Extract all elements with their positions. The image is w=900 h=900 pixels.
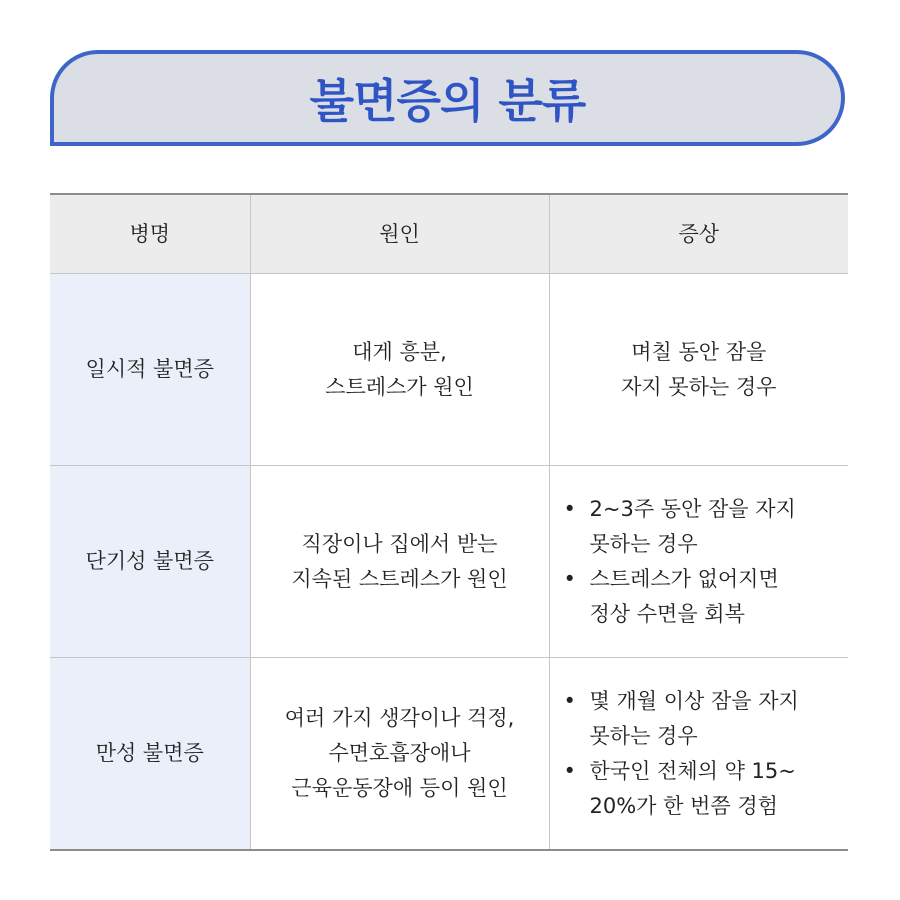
symptom-line: • 스트레스가 없어지면 bbox=[589, 566, 779, 591]
cause-line: 대게 흥분, bbox=[352, 339, 447, 364]
symptom-bullet bbox=[564, 562, 849, 632]
cause-line: 여러 가지 생각이나 걱정, bbox=[284, 706, 515, 730]
symptom-list bbox=[550, 492, 849, 632]
symptom-line: • 몇 개월 이상 잠을 자지 bbox=[589, 688, 799, 713]
disease-name: 만성 불면증 bbox=[95, 741, 204, 765]
symptom-cell bbox=[549, 466, 848, 658]
table-row bbox=[50, 466, 848, 658]
insomnia-classification-table bbox=[50, 193, 848, 851]
disease-name-cell bbox=[50, 466, 250, 658]
header-cause: 원인 bbox=[250, 194, 549, 274]
symptom-list bbox=[550, 684, 849, 824]
cause-line: 수면호흡장애나 bbox=[328, 741, 471, 765]
cause-line: 지속된 스트레스가 원인 bbox=[291, 566, 508, 591]
table-row bbox=[50, 274, 848, 466]
cause-line: 직장이나 집에서 받는 bbox=[301, 531, 498, 556]
cause-cell bbox=[250, 466, 549, 658]
symptom-line: 자지 못하는 경우 bbox=[621, 374, 777, 399]
symptom-cell bbox=[549, 658, 848, 851]
symptom-line: 20%가 한 번쯤 경험 bbox=[589, 793, 778, 818]
symptom-bullet bbox=[564, 492, 849, 562]
symptom-line: 며칠 동안 잠을 bbox=[631, 339, 767, 364]
symptom-bullet bbox=[564, 684, 849, 754]
symptom-line: 정상 수면을 회복 bbox=[589, 601, 745, 626]
disease-name: 일시적 불면증 bbox=[85, 357, 214, 381]
disease-name: 단기성 불면증 bbox=[85, 549, 214, 573]
header-disease-name: 병명 bbox=[50, 194, 250, 274]
cause-cell bbox=[250, 274, 549, 466]
disease-name-cell bbox=[50, 274, 250, 466]
symptom-cell bbox=[549, 274, 848, 466]
page-title: 불면증의 분류 bbox=[309, 74, 586, 128]
symptom-line: • 2~3주 동안 잠을 자지 bbox=[589, 496, 796, 521]
symptom-line: 못하는 경우 bbox=[589, 723, 698, 748]
cause-cell bbox=[250, 658, 549, 851]
symptom-line: • 한국인 전체의 약 15~ bbox=[589, 758, 796, 783]
symptom-line: 못하는 경우 bbox=[589, 531, 698, 556]
cause-line: 근육운동장애 등이 원인 bbox=[291, 776, 508, 800]
header-symptom: 증상 bbox=[549, 194, 848, 274]
title-banner bbox=[50, 50, 845, 146]
table-row bbox=[50, 658, 848, 851]
disease-name-cell bbox=[50, 658, 250, 851]
table-header-row bbox=[50, 194, 848, 274]
symptom-bullet bbox=[564, 754, 849, 824]
cause-line: 스트레스가 원인 bbox=[325, 374, 474, 399]
